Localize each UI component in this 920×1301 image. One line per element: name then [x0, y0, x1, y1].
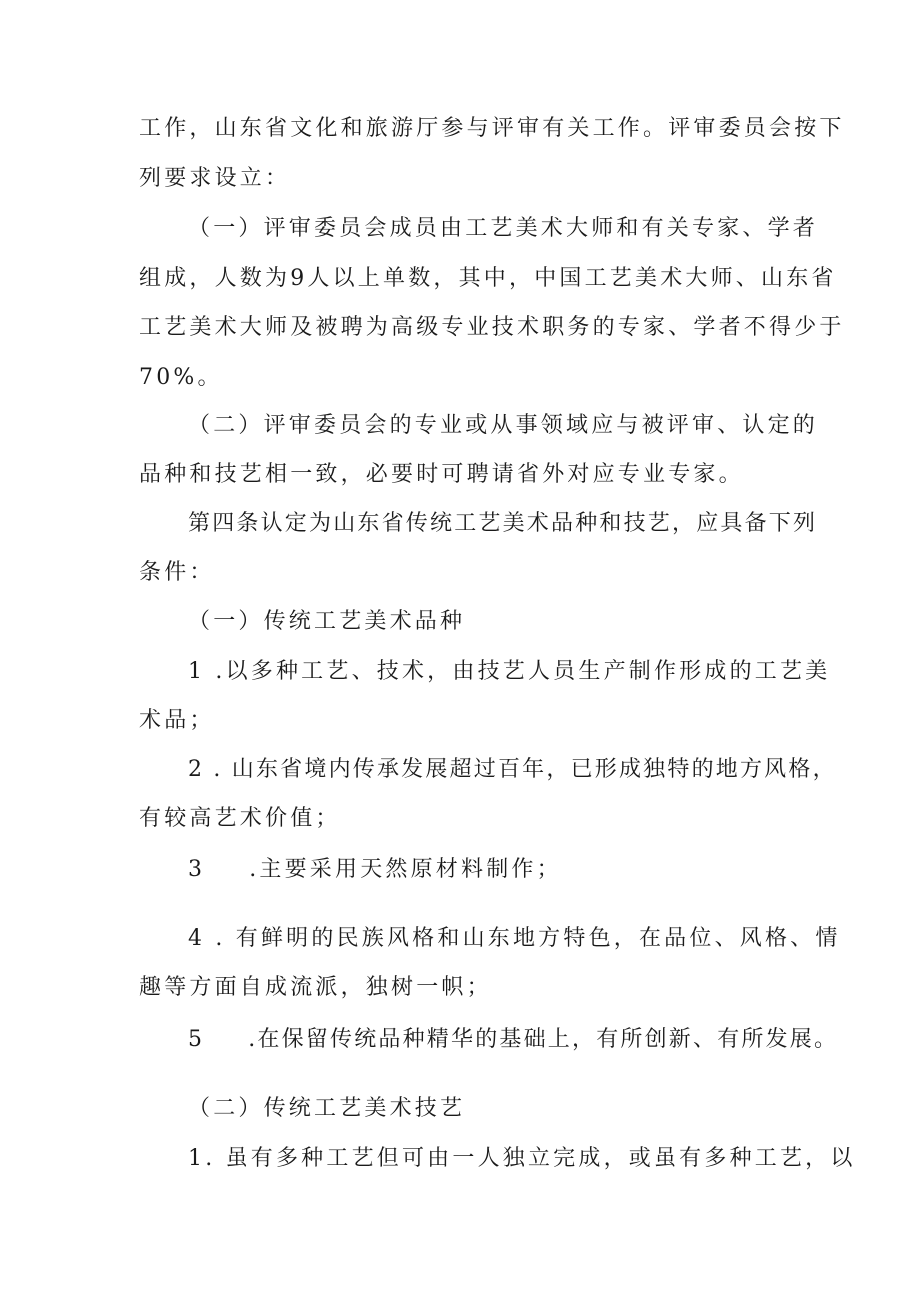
paragraph-line: 70%。 — [139, 365, 223, 390]
paragraph-line: 工艺美术大师及被聘为高级专业技术职务的专家、学者不得少于 — [139, 315, 845, 340]
list-item-text: .在保留传统品种精华的基础上，有所创新、有所发展。 — [248, 1027, 839, 1052]
paragraph-line: （二）评审委员会的专业或从事领域应与被评审、认定的 — [188, 413, 819, 438]
list-item: 4 . 有鲜明的民族风格和山东地方特色，在品位、风格、情 — [188, 926, 841, 951]
paragraph-line: （一）评审委员会成员由工艺美术大师和有关专家、学者 — [188, 216, 819, 241]
paragraph-line: 组成，人数为9人以上单数，其中，中国工艺美术大师、山东省 — [139, 266, 837, 291]
list-number: 5 — [188, 1027, 205, 1052]
list-item-continuation: 趣等方面自成流派，独树一帜； — [139, 975, 492, 1000]
list-item: 1 .以多种工艺、技术，由技艺人员生产制作形成的工艺美 — [188, 659, 831, 684]
list-item-continuation: 术品； — [139, 708, 215, 733]
list-item: 1. 虽有多种工艺但可由一人独立完成，或虽有多种工艺，以 — [188, 1146, 856, 1171]
list-item — [188, 1026, 838, 1054]
paragraph-line: 工作，山东省文化和旅游厅参与评审有关工作。评审委员会按下 — [139, 116, 845, 141]
list-item-text: .主要采用天然原材料制作； — [249, 857, 562, 882]
paragraph-line: 品种和技艺相一致，必要时可聘请省外对应专业专家。 — [139, 462, 744, 487]
article-heading-line: 第四条认定为山东省传统工艺美术品种和技艺，应具备下列 — [188, 511, 818, 536]
section-heading: （一）传统工艺美术品种 — [188, 609, 466, 634]
list-item — [188, 856, 562, 884]
paragraph-line: 条件： — [139, 560, 215, 585]
list-item-continuation: 有较高艺术价值； — [139, 806, 341, 831]
list-item: 2 . 山东省境内传承发展超过百年，已形成独特的地方风格， — [188, 757, 837, 782]
paragraph-line: 列要求设立： — [139, 166, 291, 191]
section-heading: （二）传统工艺美术技艺 — [188, 1096, 466, 1121]
list-number: 3 — [188, 857, 206, 882]
